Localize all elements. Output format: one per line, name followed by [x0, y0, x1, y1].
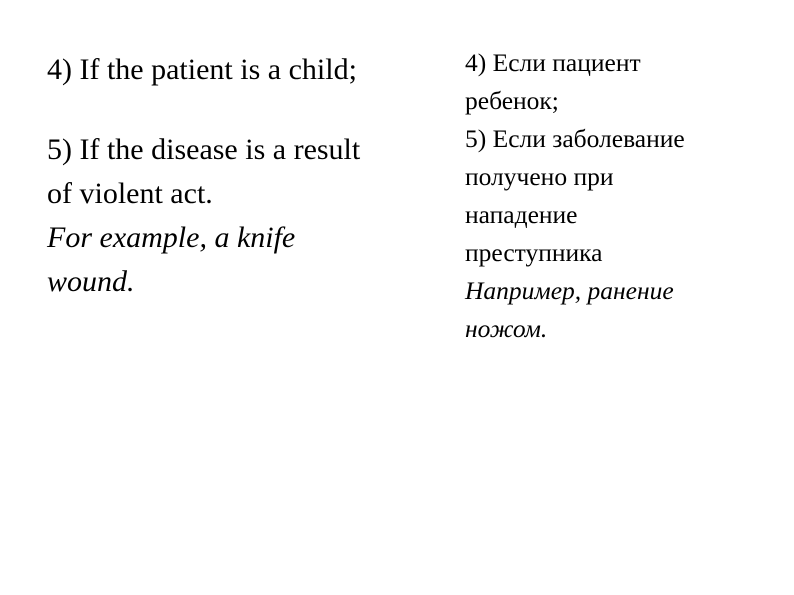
example-english-line-1: For example, a knife	[47, 221, 296, 254]
example-english	[47, 216, 442, 304]
item-4-russian-line-1: 4) Если пациент	[465, 48, 641, 77]
russian-column	[465, 44, 765, 348]
item-4-english	[47, 48, 442, 92]
item-5-russian-line-4: преступника	[465, 238, 603, 267]
example-russian-line-2: ножом.	[465, 314, 548, 343]
english-column	[47, 48, 442, 304]
item-5-english	[47, 128, 442, 216]
item-5-english-line-1: 5) If the disease is a result	[47, 133, 361, 166]
example-russian	[465, 272, 765, 348]
item-5-english-line-2: of violent act.	[47, 177, 213, 210]
example-russian-line-1: Например, ранение	[465, 276, 674, 305]
item-4-english-line: 4) If the patient is a child;	[47, 53, 357, 86]
item-4-russian	[465, 44, 765, 120]
item-5-russian-line-2: получено при	[465, 162, 614, 191]
item-5-russian	[465, 120, 765, 272]
item-4-russian-line-2: ребенок;	[465, 86, 559, 115]
item-5-russian-line-1: 5) Если заболевание	[465, 124, 685, 153]
item-5-russian-line-3: нападение	[465, 200, 578, 229]
example-english-line-2: wound.	[47, 265, 135, 298]
